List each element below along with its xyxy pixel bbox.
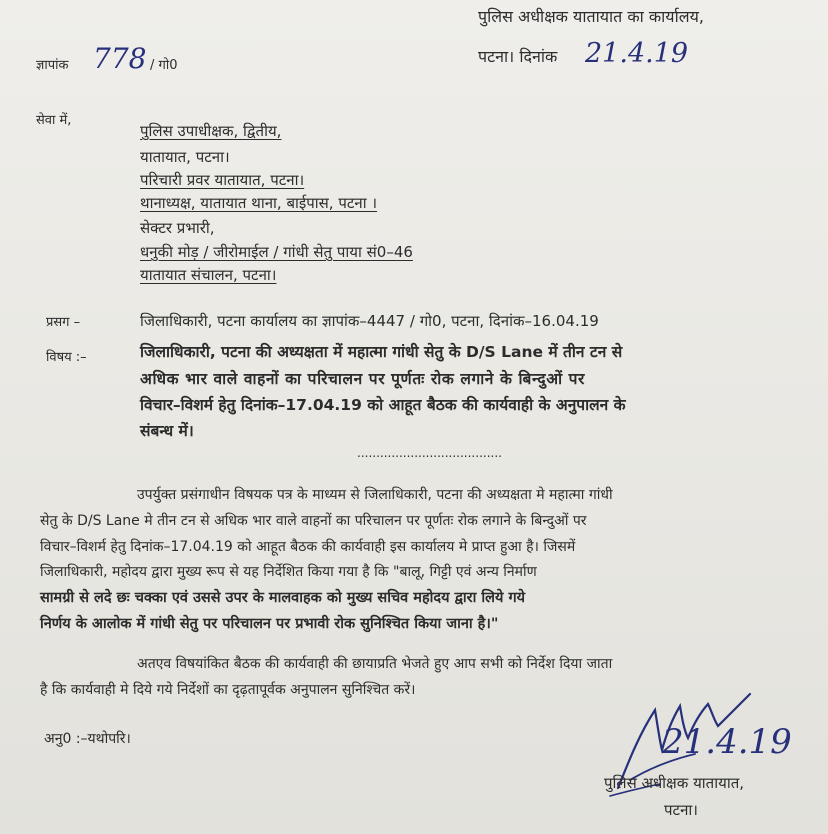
recipient-line: यातायात, पटना। bbox=[140, 148, 230, 166]
signatory-city: पटना। bbox=[664, 801, 698, 819]
subject-line: संबन्ध में। bbox=[140, 422, 194, 440]
salutation: सेवा में, bbox=[36, 113, 72, 128]
subject-label: विषय :– bbox=[46, 350, 87, 365]
subject-line: अधिक भार वाले वाहनों का परिचालन पर पूर्णतः रोक लगाने के बिन्दुओं पर bbox=[140, 370, 585, 388]
recipient-line: धनुकी मोड़ / जीरोमाईल / गांधी सेतु पाया सं0–46 bbox=[140, 243, 413, 261]
body-line: निर्णय के आलोक में गांधी सेतु पर परिचालन पर प्रभावी रोक सुनिश्चित किया जाना है।" bbox=[40, 616, 499, 632]
enclosure-note: अनु0 :–यथोपरि। bbox=[44, 731, 131, 747]
subject-line: जिलाधिकारी, पटना की अध्यक्षता में महात्मा गांधी सेतु के D/S Lane में तीन टन से bbox=[140, 343, 623, 361]
body-line: सामग्री से लदे छः चक्का एवं उससे उपर के मालवाहक को मुख्य सचिव महोदय द्वारा लिये गये bbox=[40, 590, 526, 606]
handwritten-date: 21.4.19 bbox=[585, 38, 689, 69]
body-line: उपर्युक्त प्रसंगाधीन विषयक पत्र के माध्यम से जिलाधिकारी, पटना की अध्यक्षता मे महात्मा गांधी bbox=[137, 487, 613, 503]
office-title: पुलिस अधीक्षक यातायात का कार्यालय, bbox=[478, 7, 704, 26]
separator-dots: ...................................... bbox=[357, 446, 502, 460]
recipient-line: थानाध्यक्ष, यातायात थाना, बाईपास, पटना । bbox=[140, 194, 378, 212]
letter-number-suffix: / गो0 bbox=[150, 58, 178, 73]
recipient-line: पुलिस उपाधीक्षक, द्वितीय, bbox=[140, 122, 282, 140]
body-line: है कि कार्यवाही मे दिये गये निर्देशों का दृढ़तापूर्वक अनुपालन सुनिश्चित करें। bbox=[40, 682, 416, 698]
signature-date: 21.4.19 bbox=[662, 722, 792, 762]
recipient-line: यातायात संचालन, पटना। bbox=[140, 266, 277, 284]
subject-line: विचार–विशर्म हेतु दिनांक–17.04.19 को आहूत बैठक की कार्यवाही के अनुपालन के bbox=[140, 396, 626, 414]
letter-number-label: ज्ञापांक bbox=[36, 58, 69, 73]
body-line: विचार–विशर्म हेतु दिनांक–17.04.19 को आहूत बैठक की कार्यवाही इस कार्यालय मे प्राप्त हुआ है। जिसमें bbox=[40, 539, 576, 555]
body-line: जिलाधिकारी, महोदय द्वारा मुख्य रूप से यह निर्देशित किया गया है कि "बालू, गिट्टी एवं अन्य निर्माण bbox=[40, 564, 537, 580]
reference-label: प्रसग – bbox=[46, 315, 81, 330]
handwritten-letter-number: 778 bbox=[93, 42, 147, 75]
body-line: अतएव विषयांकित बैठक की कार्यवाही की छायाप्रति भेजते हुए आप सभी को निर्देश दिया जाता bbox=[137, 656, 613, 672]
body-line: सेतु के D/S Lane मे तीन टन से अधिक भार वाले वाहनों का परिचालन पर पूर्णतः रोक लगाने के बिन्दुओं पर bbox=[40, 513, 587, 529]
recipient-line: सेक्टर प्रभारी, bbox=[140, 219, 215, 237]
recipient-line: परिचारी प्रवर यातायात, पटना। bbox=[140, 171, 305, 189]
signatory-designation: पुलिस अधीक्षक यातायात, bbox=[604, 774, 745, 792]
reference-text: जिलाधिकारी, पटना कार्यालय का ज्ञापांक–4447 / गो0, पटना, दिनांक–16.04.19 bbox=[140, 312, 599, 330]
office-city-date-label: पटना। दिनांक bbox=[478, 47, 558, 66]
